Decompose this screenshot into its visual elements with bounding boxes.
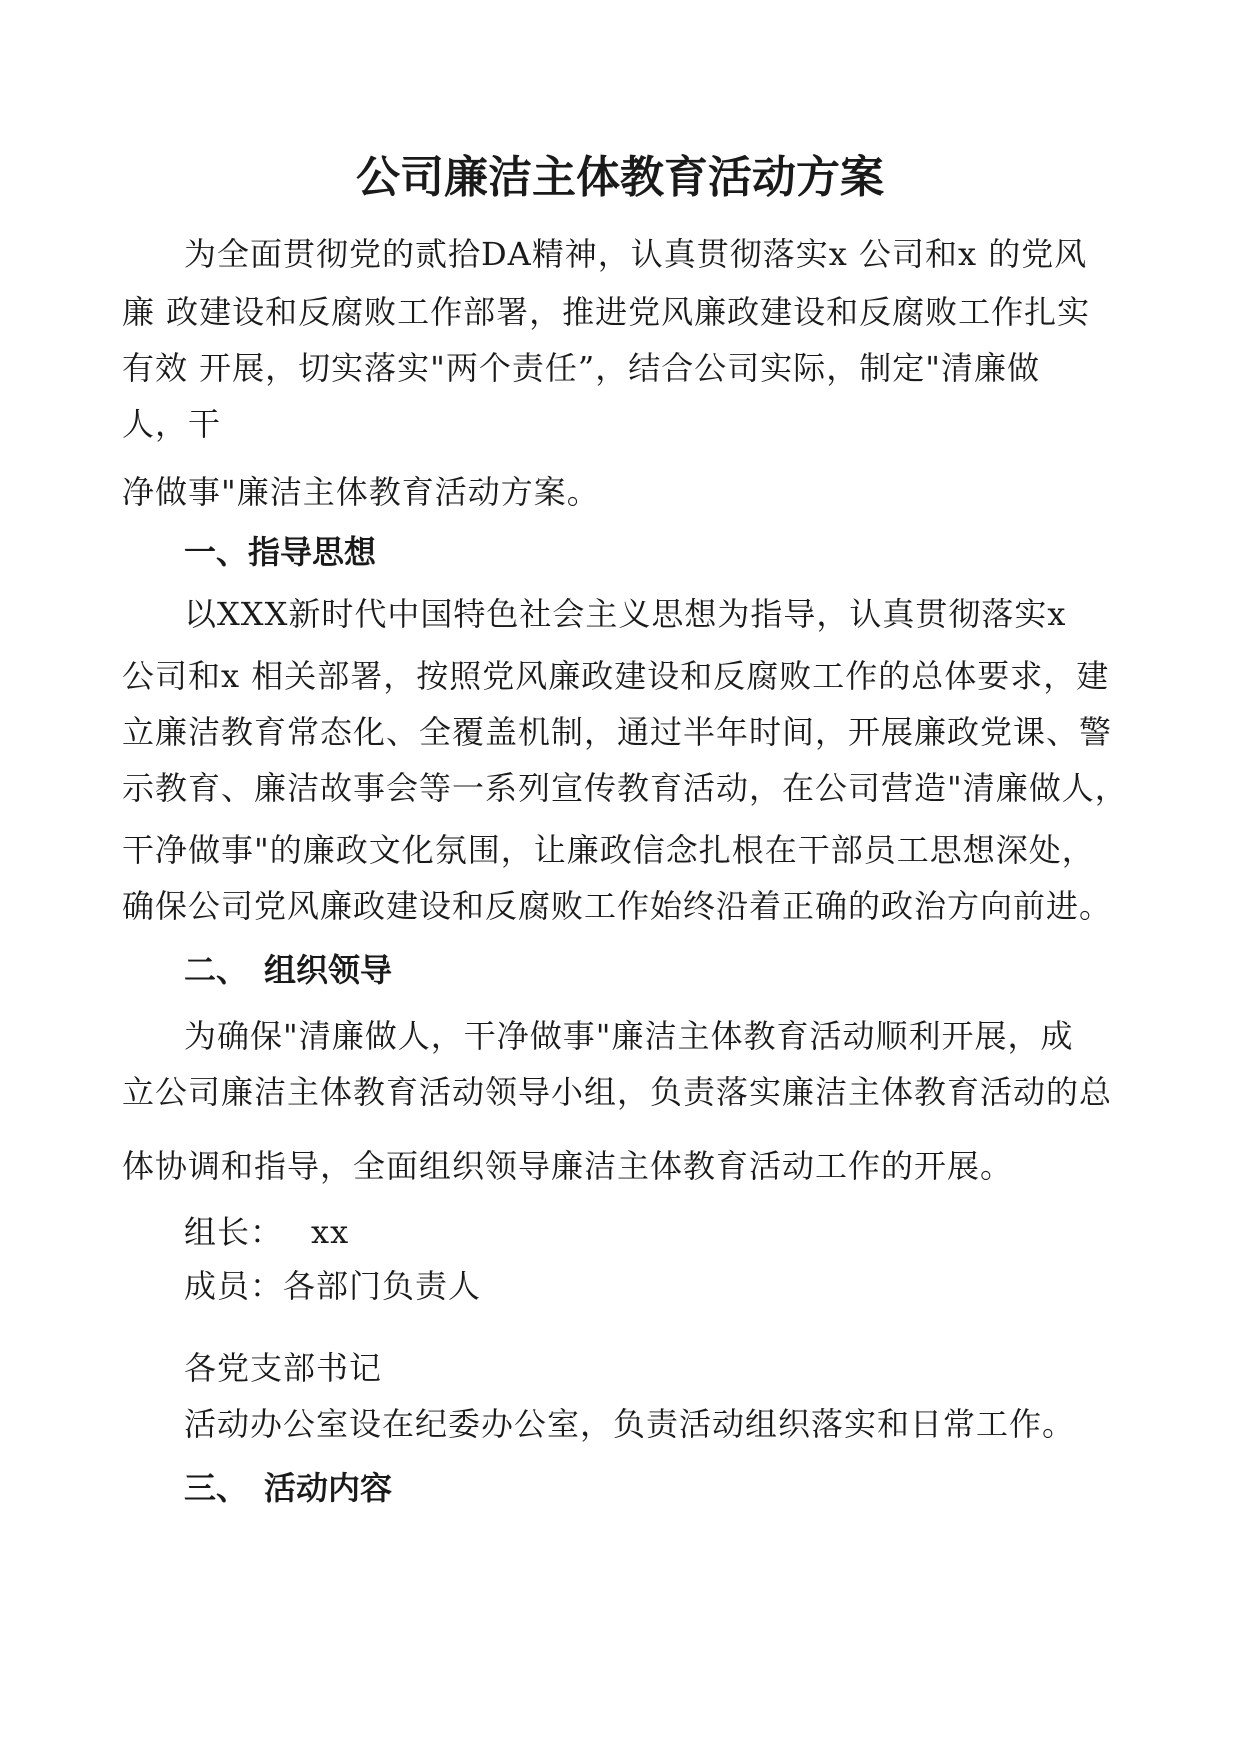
leader-line — [184, 1212, 349, 1252]
section3-heading — [184, 1468, 392, 1508]
section1-line-1: 以XXX新时代中国特色社会主义思想为指导，认真贯彻落实x — [184, 595, 1067, 633]
section1-line-3: 立廉洁教育常态化、全覆盖机制，通过半年时间，开展廉政党课、警 — [122, 713, 1113, 751]
intro-line-5: 净做事"廉洁主体教育活动方案。 — [122, 473, 600, 511]
section2-heading-text: 组织领导 — [264, 951, 393, 989]
section2-heading-number: 二、 — [184, 951, 249, 989]
leader-value: xx — [311, 1213, 350, 1251]
intro-line-2: 廉 政建设和反腐败工作部署，推进党风廉政建设和反腐败工作扎实 — [122, 293, 1091, 331]
section1-line-6: 确保公司党风廉政建设和反腐败工作始终沿着正确的政治方向前进。 — [122, 887, 1113, 925]
section1-line-4: 示教育、廉洁故事会等一系列宣传教育活动，在公司营造"清廉做人， — [122, 769, 1128, 807]
section2-line-1: 为确保"清廉做人，干净做事"廉洁主体教育活动顺利开展，成 — [184, 1017, 1074, 1055]
section1-line-5: 干净做事"的廉政文化氛围，让廉政信念扎根在干部员工思想深处， — [122, 831, 1095, 869]
intro-line-1: 为全面贯彻党的贰拾DA精神，认真贯彻落实x 公司和x 的党风 — [184, 235, 1088, 273]
section2-line-3: 体协调和指导，全面组织领导廉洁主体教育活动工作的开展。 — [122, 1147, 1014, 1185]
section3-heading-text: 活动内容 — [264, 1469, 393, 1507]
document-title: 公司廉洁主体教育活动方案 — [356, 152, 884, 203]
intro-line-3: 有效 开展，切实落实"两个责任”，结合公司实际，制定"清廉做 — [122, 349, 1040, 387]
members-line: 成员：各部门负责人 — [184, 1267, 482, 1305]
office-line: 活动办公室设在纪委办公室，负责活动组织落实和日常工作。 — [184, 1405, 1076, 1443]
section2-line-2: 立公司廉洁主体教育活动领导小组，负责落实廉洁主体教育活动的总 — [122, 1073, 1113, 1111]
section1-line-2: 公司和x 相关部署，按照党风廉政建设和反腐败工作的总体要求，建 — [122, 657, 1110, 695]
section3-heading-number: 三、 — [184, 1469, 249, 1507]
section1-heading — [184, 532, 376, 572]
section2-heading — [184, 950, 392, 990]
leader-label: 组长： — [184, 1213, 284, 1251]
intro-line-4: 人，干 — [122, 405, 222, 443]
secretaries-line: 各党支部书记 — [184, 1349, 383, 1387]
section1-heading-text: 一、指导思想 — [184, 533, 377, 571]
